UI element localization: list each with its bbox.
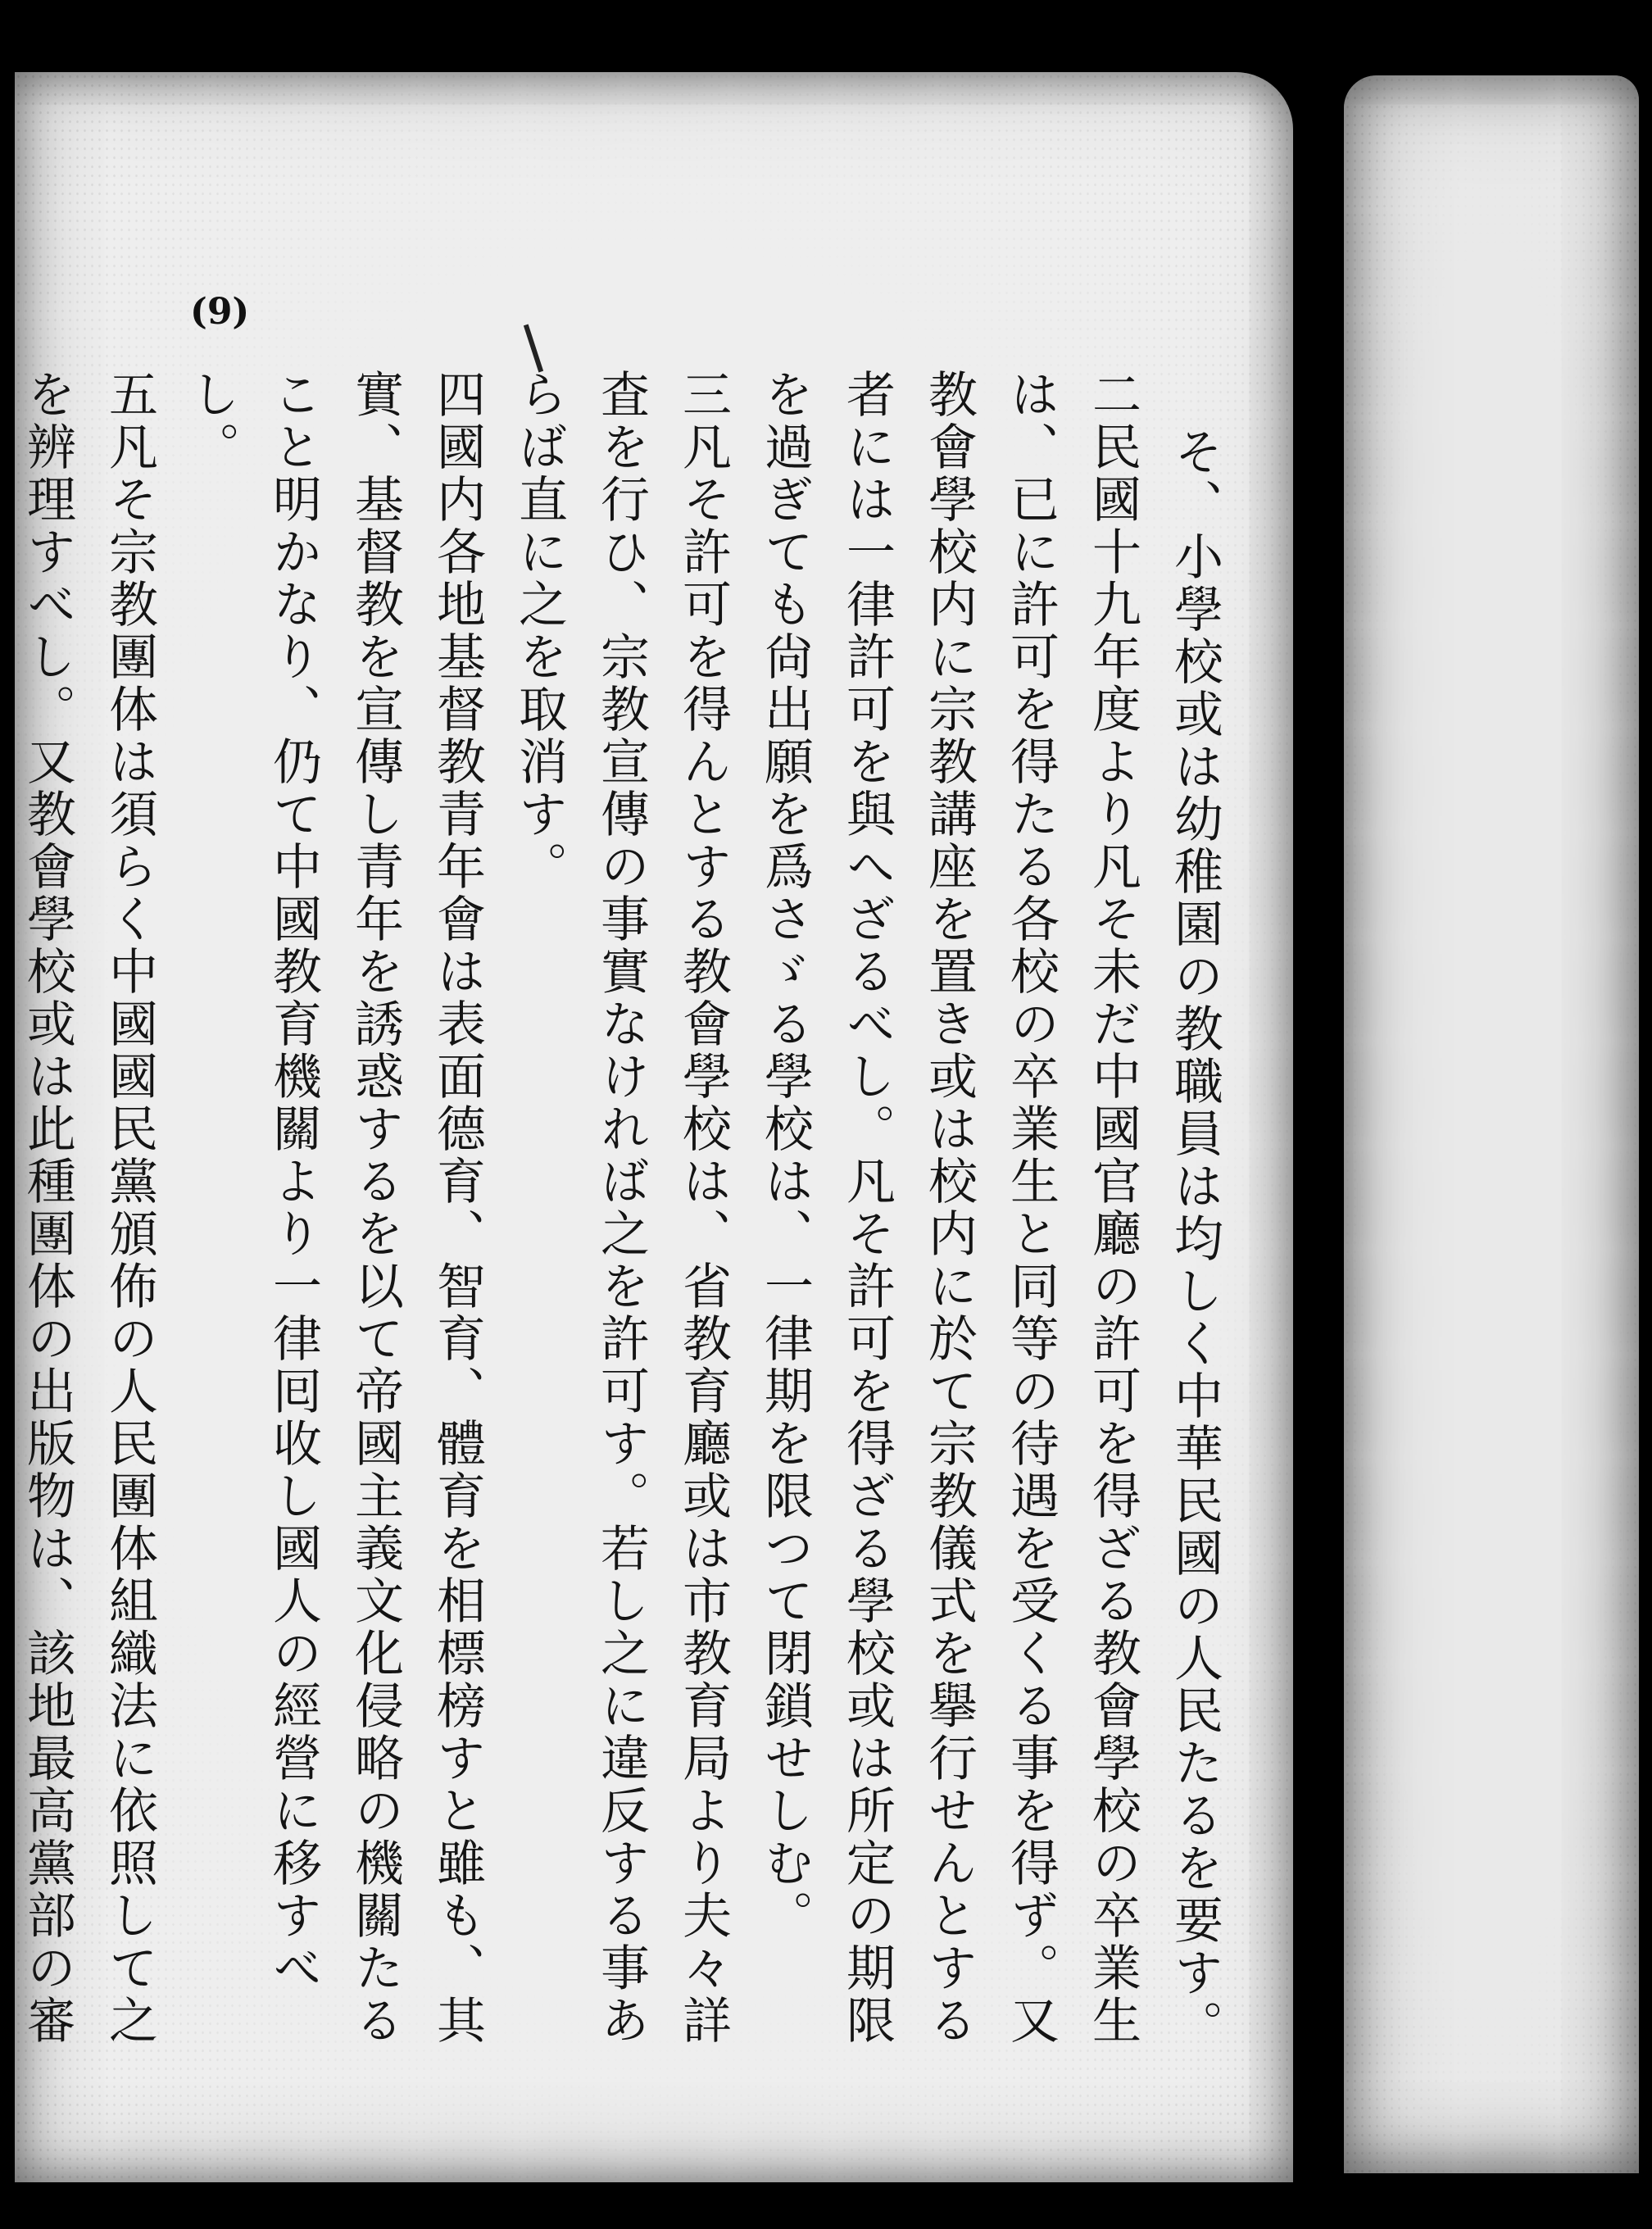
item-text: 國内各地基督教青年會は表面德育、智育、體育を相標榜すと雖も、其實、基督教を宣傳し青年を誘惑するを以て帝國主義文化侵略の機關たること明かなり、仍て中國教育機關より一律囘收し國人の經營に移すべし。 [183, 369, 486, 2047]
paragraph-continuation [1154, 426, 1236, 2065]
paragraph-text: そ、小學校或は幼稚園の教職員は均しく中華民國の人民たるを要す。 [1166, 426, 1223, 2052]
item-four [170, 369, 498, 2065]
item-number: 三 [674, 369, 732, 421]
item-text: 凡そ許可を得んとする教會學校は、省教育廳或は市教育局より夫々詳査を行ひ、宗教宣傳の事實なければ之を許可す。若し之に違反する事あらば直に之を取消す。 [511, 369, 732, 2047]
item-number: 二 [1084, 369, 1141, 421]
item-number: 五 [101, 369, 158, 421]
paper-texture-side [1344, 75, 1639, 2173]
facing-page-edge [1344, 75, 1639, 2173]
page-edge [1296, 74, 1308, 2188]
item-three [498, 369, 744, 2065]
item-two [744, 369, 1154, 2065]
vertical-text-body [19, 369, 1236, 2065]
item-five [0, 369, 170, 2065]
item-number: 四 [429, 369, 486, 421]
item-text: 民國十九年度より凡そ未だ中國官廳の許可を得ざる教會學校の卒業生は、已に許可を得たる各校の卒業生と同等の待遇を受くる事を得ず。又教會學校内に宗教講座を置き或は校内に於て宗教儀式を擧行せんとする者には一律許可を與へざるべし。凡そ許可を得ざる學校或は所定の期限を過ぎても尙出願を爲さゞる學校は、一律期を限つて閉鎖せしむ。 [756, 369, 1141, 2047]
page-number: (9) [190, 291, 250, 333]
item-text: 凡そ宗教團体は須らく中國國民黨頒佈の人民團体組織法に依照して之を辨理すべし。又教會學校或は此種團体の出版物は、該地最高黨部の審 [19, 369, 158, 2047]
